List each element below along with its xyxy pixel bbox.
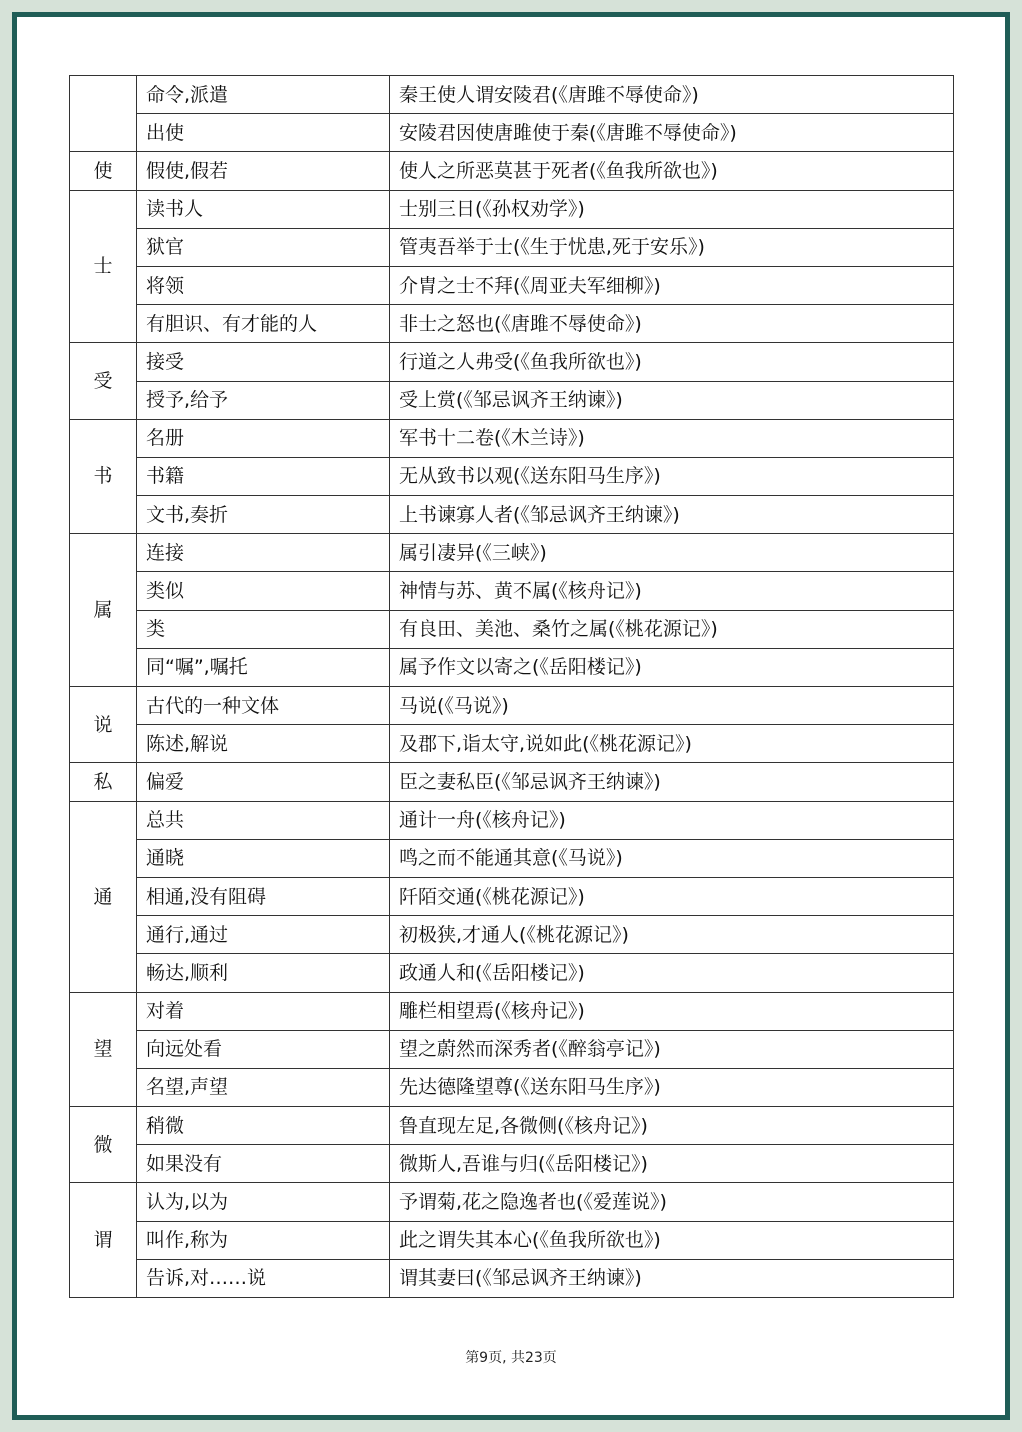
example-cell: 上书谏寡人者(《邹忌讽齐王纳谏》) <box>390 496 954 534</box>
meaning-cell: 认为,以为 <box>137 1183 390 1221</box>
meaning-cell: 对着 <box>137 992 390 1030</box>
table-row <box>70 457 954 495</box>
meaning-cell: 通晓 <box>137 839 390 877</box>
example-cell: 秦王使人谓安陵君(《唐雎不辱使命》) <box>390 76 954 114</box>
headword-cell: 私 <box>70 763 137 801</box>
meaning-cell: 名册 <box>137 419 390 457</box>
example-cell: 管夷吾举于士(《生于忧患,死于安乐》) <box>390 228 954 266</box>
example-cell: 无从致书以观(《送东阳马生序》) <box>390 457 954 495</box>
table-row <box>70 152 954 190</box>
headword-cell: 说 <box>70 687 137 763</box>
headword-cell: 通 <box>70 801 137 992</box>
table-row <box>70 572 954 610</box>
meaning-cell: 接受 <box>137 343 390 381</box>
example-cell: 军书十二卷(《木兰诗》) <box>390 419 954 457</box>
table-row <box>70 725 954 763</box>
meaning-cell: 类 <box>137 610 390 648</box>
table-row <box>70 1030 954 1068</box>
meaning-cell: 告诉,对……说 <box>137 1259 390 1297</box>
example-cell: 鸣之而不能通其意(《马说》) <box>390 839 954 877</box>
table-row <box>70 228 954 266</box>
table-row <box>70 190 954 228</box>
meaning-cell: 向远处看 <box>137 1030 390 1068</box>
table-row <box>70 496 954 534</box>
example-cell: 及郡下,诣太守,说如此(《桃花源记》) <box>390 725 954 763</box>
meaning-cell: 有胆识、有才能的人 <box>137 305 390 343</box>
example-cell: 士别三日(《孙权劝学》) <box>390 190 954 228</box>
example-cell: 属引凄异(《三峡》) <box>390 534 954 572</box>
meaning-cell: 连接 <box>137 534 390 572</box>
table-row <box>70 266 954 304</box>
headword-cell: 望 <box>70 992 137 1107</box>
meaning-cell: 命令,派遣 <box>137 76 390 114</box>
meaning-cell: 古代的一种文体 <box>137 687 390 725</box>
table-row <box>70 1221 954 1259</box>
example-cell: 微斯人,吾谁与归(《岳阳楼记》) <box>390 1145 954 1183</box>
table-row <box>70 1183 954 1221</box>
table-row <box>70 954 954 992</box>
meaning-cell: 假使,假若 <box>137 152 390 190</box>
table-row <box>70 534 954 572</box>
table-row <box>70 381 954 419</box>
example-cell: 臣之妻私臣(《邹忌讽齐王纳谏》) <box>390 763 954 801</box>
table-row <box>70 916 954 954</box>
headword-cell: 使 <box>70 152 137 190</box>
meaning-cell: 出使 <box>137 114 390 152</box>
vocabulary-table <box>69 75 954 1298</box>
example-cell: 政通人和(《岳阳楼记》) <box>390 954 954 992</box>
example-cell: 使人之所恶莫甚于死者(《鱼我所欲也》) <box>390 152 954 190</box>
meaning-cell: 名望,声望 <box>137 1068 390 1106</box>
meaning-cell: 稍微 <box>137 1107 390 1145</box>
table-row <box>70 763 954 801</box>
headword-cell: 书 <box>70 419 137 534</box>
table-row <box>70 1145 954 1183</box>
example-cell: 雕栏相望焉(《核舟记》) <box>390 992 954 1030</box>
example-cell: 行道之人弗受(《鱼我所欲也》) <box>390 343 954 381</box>
meaning-cell: 畅达,顺利 <box>137 954 390 992</box>
table-row <box>70 839 954 877</box>
example-cell: 初极狭,才通人(《桃花源记》) <box>390 916 954 954</box>
page-frame <box>12 12 1010 1420</box>
headword-cell: 士 <box>70 190 137 343</box>
meaning-cell: 书籍 <box>137 457 390 495</box>
page-number: 第9页, 共23页 <box>465 1350 557 1366</box>
table-row <box>70 114 954 152</box>
table-row <box>70 76 954 114</box>
example-cell: 此之谓失其本心(《鱼我所欲也》) <box>390 1221 954 1259</box>
example-cell: 予谓菊,花之隐逸者也(《爱莲说》) <box>390 1183 954 1221</box>
table-row <box>70 877 954 915</box>
example-cell: 鲁直现左足,各微侧(《核舟记》) <box>390 1107 954 1145</box>
meaning-cell: 同“嘱”,嘱托 <box>137 648 390 686</box>
meaning-cell: 读书人 <box>137 190 390 228</box>
headword-cell: 属 <box>70 534 137 687</box>
example-cell: 马说(《马说》) <box>390 687 954 725</box>
example-cell: 有良田、美池、桑竹之属(《桃花源记》) <box>390 610 954 648</box>
table-row <box>70 1259 954 1297</box>
headword-cell: 微 <box>70 1107 137 1183</box>
headword-cell: 受 <box>70 343 137 419</box>
meaning-cell: 狱官 <box>137 228 390 266</box>
meaning-cell: 叫作,称为 <box>137 1221 390 1259</box>
example-cell: 阡陌交通(《桃花源记》) <box>390 877 954 915</box>
meaning-cell: 偏爱 <box>137 763 390 801</box>
table-row <box>70 1107 954 1145</box>
table-row <box>70 419 954 457</box>
meaning-cell: 类似 <box>137 572 390 610</box>
headword-cell: 谓 <box>70 1183 137 1298</box>
meaning-cell: 授予,给予 <box>137 381 390 419</box>
table-row <box>70 343 954 381</box>
table-row <box>70 687 954 725</box>
example-cell: 介胄之士不拜(《周亚夫军细柳》) <box>390 266 954 304</box>
example-cell: 望之蔚然而深秀者(《醉翁亭记》) <box>390 1030 954 1068</box>
example-cell: 先达德隆望尊(《送东阳马生序》) <box>390 1068 954 1106</box>
meaning-cell: 将领 <box>137 266 390 304</box>
meaning-cell: 如果没有 <box>137 1145 390 1183</box>
meaning-cell: 相通,没有阻碍 <box>137 877 390 915</box>
meaning-cell: 总共 <box>137 801 390 839</box>
example-cell: 谓其妻曰(《邹忌讽齐王纳谏》) <box>390 1259 954 1297</box>
meaning-cell: 通行,通过 <box>137 916 390 954</box>
table-row <box>70 305 954 343</box>
example-cell: 通计一舟(《核舟记》) <box>390 801 954 839</box>
table-row <box>70 801 954 839</box>
table-row <box>70 610 954 648</box>
vocabulary-table-body <box>70 76 954 1298</box>
meaning-cell: 陈述,解说 <box>137 725 390 763</box>
example-cell: 受上赏(《邹忌讽齐王纳谏》) <box>390 381 954 419</box>
example-cell: 属予作文以寄之(《岳阳楼记》) <box>390 648 954 686</box>
example-cell: 非士之怒也(《唐雎不辱使命》) <box>390 305 954 343</box>
example-cell: 神情与苏、黄不属(《核舟记》) <box>390 572 954 610</box>
meaning-cell: 文书,奏折 <box>137 496 390 534</box>
example-cell: 安陵君因使唐雎使于秦(《唐雎不辱使命》) <box>390 114 954 152</box>
table-row <box>70 992 954 1030</box>
headword-cell <box>70 76 137 152</box>
table-row <box>70 1068 954 1106</box>
table-row <box>70 648 954 686</box>
